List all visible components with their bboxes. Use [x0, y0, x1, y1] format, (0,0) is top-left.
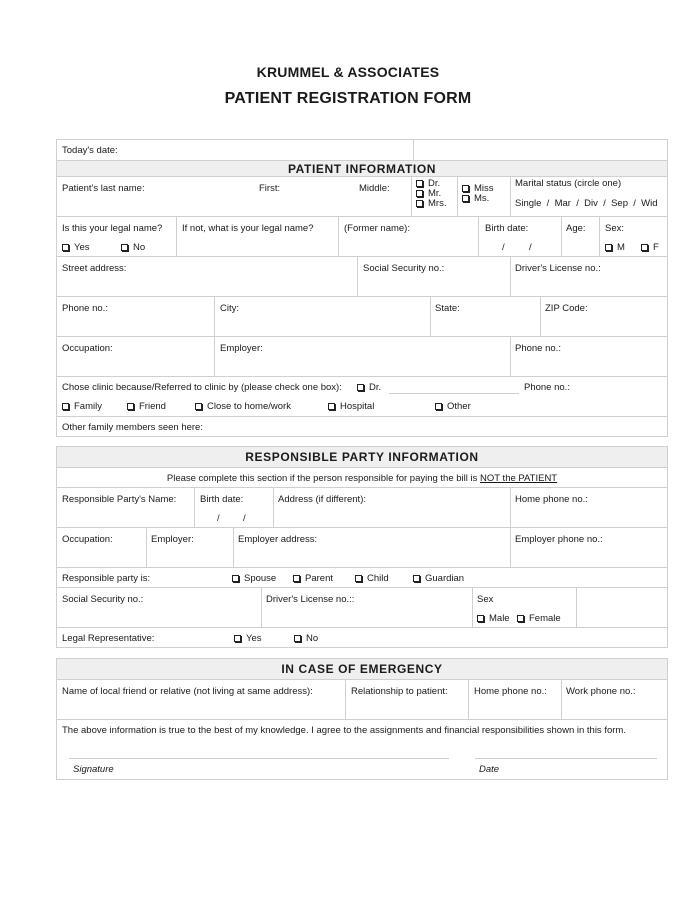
title-mr-checkbox[interactable] [416, 190, 423, 197]
legal-name-no-checkbox[interactable] [121, 244, 128, 251]
emergency-header [57, 659, 667, 679]
legal-rep-no-label: No [306, 633, 319, 644]
state-cell[interactable] [430, 297, 540, 336]
party-parent-checkbox[interactable] [293, 575, 300, 582]
emergency-home-phone-label: Home phone no.: [474, 686, 547, 697]
referral-close-checkbox[interactable] [195, 403, 202, 410]
responsible-party-title: RESPONSIBLE PARTY INFORMATION [245, 450, 479, 464]
title-mrs-option[interactable] [416, 198, 446, 209]
legal-rep-yes-checkbox[interactable] [234, 635, 241, 642]
marital-status-options[interactable]: Single / Mar / Div / Sep / Wid [515, 198, 658, 209]
responsible-employer-cell[interactable] [146, 528, 233, 567]
responsible-occupation-label: Occupation: [62, 534, 113, 545]
street-address-label: Street address: [62, 263, 127, 274]
referral-other-label: Other [447, 401, 471, 412]
title-mr-label: Mr. [428, 188, 442, 199]
legal-rep-yes-label: Yes [246, 633, 262, 644]
party-guardian-label: Guardian [425, 573, 465, 584]
legal-representative-label: Legal Representative: [62, 633, 155, 644]
todays-date-label: Today's date: [62, 145, 118, 156]
party-child-option[interactable] [355, 573, 389, 584]
responsible-dl-label: Driver's License no.:: [266, 594, 355, 605]
party-spouse-option[interactable] [232, 573, 276, 584]
sex-f-label: F [653, 242, 659, 253]
sex-label: Sex: [605, 223, 625, 234]
referral-hospital-option[interactable] [328, 401, 374, 412]
drivers-license-label: Driver's License no.: [515, 263, 601, 274]
date-label: Date [479, 764, 500, 775]
responsible-male-label: Male [489, 613, 510, 624]
legal-name-row [57, 216, 667, 256]
responsible-name-row [57, 487, 667, 527]
zip-cell[interactable] [540, 297, 667, 336]
emergency-title: IN CASE OF EMERGENCY [281, 662, 443, 676]
emergency-friend-cell[interactable] [57, 680, 345, 719]
emergency-relationship-label: Relationship to patient: [351, 686, 448, 697]
emergency-work-phone-label: Work phone no.: [566, 686, 636, 697]
party-parent-option[interactable] [293, 573, 333, 584]
employer-label: Employer: [220, 343, 263, 354]
legal-name-no-option[interactable] [121, 242, 145, 253]
referral-dr-label: Dr. [369, 382, 382, 393]
responsible-employer-phone-label: Employer phone no.: [515, 534, 603, 545]
sex-m-option[interactable] [605, 242, 625, 253]
legal-rep-yes-option[interactable] [234, 633, 262, 644]
family-members-label: Other family members seen here: [62, 422, 203, 433]
state-label: State: [435, 303, 460, 314]
responsible-sex-cell [472, 588, 576, 627]
family-members-row[interactable] [57, 416, 667, 436]
title-mrs-checkbox[interactable] [416, 200, 423, 207]
occupation-row [57, 336, 667, 376]
responsible-name-label: Responsible Party's Name: [62, 494, 177, 505]
emergency-friend-label: Name of local friend or relative (not living at same address): [62, 686, 313, 697]
todays-date-value-cell[interactable] [413, 140, 667, 160]
patient-information-header [57, 160, 667, 176]
legal-name-no-label: No [133, 242, 146, 253]
responsible-sex-label: Sex [477, 594, 494, 605]
title-ms-checkbox[interactable] [462, 195, 469, 202]
responsible-party-note-emphasis: NOT the PATIENT [480, 473, 558, 484]
first-name-label: First: [259, 183, 281, 194]
todays-date-row [57, 140, 667, 160]
title-ms-label: Ms. [474, 193, 490, 204]
zip-label: ZIP Code: [545, 303, 588, 314]
patient-information-title: PATIENT INFORMATION [287, 162, 437, 176]
responsible-party-header [57, 447, 667, 467]
responsible-employer-address-cell[interactable] [233, 528, 510, 567]
party-spouse-label: Spouse [244, 573, 277, 584]
referral-dr-checkbox[interactable] [357, 384, 364, 391]
legal-name-cell[interactable] [176, 217, 338, 256]
legal-name-question-cell [57, 217, 176, 256]
title-dr-checkbox[interactable] [416, 180, 423, 187]
city-cell[interactable] [214, 297, 430, 336]
birth-date-slash-2: / [529, 242, 532, 253]
referral-family-checkbox[interactable] [62, 403, 69, 410]
responsible-home-phone-label: Home phone no.: [515, 494, 588, 505]
emergency-contact-row [57, 679, 667, 719]
drivers-license-cell[interactable] [510, 257, 667, 296]
referral-family-option[interactable] [62, 401, 102, 412]
legal-name-yes-option[interactable] [62, 242, 90, 253]
date-line[interactable] [475, 758, 657, 759]
referral-hospital-checkbox[interactable] [328, 403, 335, 410]
responsible-female-label: Female [529, 613, 561, 624]
responsible-employer-label: Employer: [151, 534, 194, 545]
referral-other-checkbox[interactable] [435, 403, 442, 410]
sex-m-checkbox[interactable] [605, 244, 612, 251]
street-address-cell[interactable] [57, 257, 357, 296]
signature-line[interactable] [69, 758, 449, 759]
city-label: City: [220, 303, 239, 314]
party-parent-label: Parent [305, 573, 333, 584]
former-name-cell[interactable] [338, 217, 478, 256]
referral-question: Chose clinic because/Referred to clinic by (please check one box): [62, 382, 342, 393]
sex-f-checkbox[interactable] [641, 244, 648, 251]
emergency-work-phone-cell[interactable] [561, 680, 667, 719]
responsible-occupation-cell[interactable] [57, 528, 146, 567]
title-ms-option[interactable] [462, 193, 489, 204]
legal-name-question: Is this your legal name? [62, 223, 163, 234]
legal-rep-no-option[interactable] [294, 633, 318, 644]
title-mrs-label: Mrs. [428, 198, 447, 209]
patient-name-row [57, 176, 667, 216]
responsible-female-option[interactable] [517, 613, 561, 624]
address-row [57, 256, 667, 296]
title-miss-label: Miss [474, 183, 494, 194]
employer-phone-label: Phone no.: [515, 343, 561, 354]
responsible-female-checkbox[interactable] [517, 615, 524, 622]
agreement-statement: The above information is true to the best of my knowledge. I agree to the assignments and financial responsibilities shown in this form. [62, 725, 626, 736]
former-name-label: (Former name): [344, 223, 410, 234]
responsible-birth-date-cell[interactable] [194, 488, 273, 527]
responsible-ssn-label: Social Security no.: [62, 594, 144, 605]
legal-representative-row [57, 627, 667, 647]
firm-name: KRUMMEL & ASSOCIATES [256, 64, 440, 80]
responsible-male-option[interactable] [477, 613, 510, 624]
title-miss-checkbox[interactable] [462, 185, 469, 192]
signature-label: Signature [73, 764, 114, 775]
responsible-party-note-row [57, 467, 667, 487]
emergency-home-phone-cell[interactable] [468, 680, 561, 719]
responsible-blank-cell [576, 588, 667, 627]
referral-family-label: Family [74, 401, 102, 412]
contact-row [57, 296, 667, 336]
responsible-party-note [57, 473, 667, 484]
legal-name-yes-label: Yes [74, 242, 90, 253]
referral-hospital-label: Hospital [340, 401, 375, 412]
legal-name-label: If not, what is your legal name? [182, 223, 314, 234]
age-label: Age: [566, 223, 586, 234]
birth-date-cell[interactable] [478, 217, 561, 256]
title-cell-2 [457, 177, 510, 216]
birth-date-label: Birth date: [485, 223, 529, 234]
party-child-checkbox[interactable] [355, 575, 362, 582]
occupation-cell[interactable] [57, 337, 214, 376]
responsible-birth-date-label: Birth date: [200, 494, 244, 505]
responsible-party-section [56, 446, 668, 648]
responsible-id-row [57, 587, 667, 627]
emergency-section [56, 658, 668, 780]
referral-row [57, 376, 667, 416]
responsible-employer-phone-cell[interactable] [510, 528, 667, 567]
responsible-dl-cell[interactable] [261, 588, 472, 627]
responsible-employer-address-label: Employer address: [238, 534, 318, 545]
phone-cell[interactable] [57, 297, 214, 336]
referral-other-option[interactable] [435, 401, 471, 412]
employer-phone-cell[interactable] [510, 337, 667, 376]
responsible-birth-slash-1: / [217, 513, 220, 524]
legal-name-yes-checkbox[interactable] [62, 244, 69, 251]
responsible-employment-row [57, 527, 667, 567]
emergency-relationship-cell[interactable] [345, 680, 468, 719]
responsible-address-cell[interactable] [273, 488, 510, 527]
title-dr-label: Dr. [428, 178, 441, 189]
todays-date-cell[interactable] [57, 140, 413, 160]
responsible-address-label: Address (if different): [278, 494, 367, 505]
responsible-male-checkbox[interactable] [477, 615, 484, 622]
sex-m-label: M [617, 242, 625, 253]
age-cell[interactable] [561, 217, 599, 256]
ssn-cell[interactable] [357, 257, 510, 296]
birth-date-slash-1: / [502, 242, 505, 253]
legal-rep-no-checkbox[interactable] [294, 635, 301, 642]
signature-row [57, 719, 667, 779]
sex-f-option[interactable] [641, 242, 659, 253]
referral-friend-option[interactable] [127, 401, 166, 412]
responsible-home-phone-cell[interactable] [510, 488, 667, 527]
responsible-party-note-text: Please complete this section if the person responsible for paying the bill is [166, 473, 481, 484]
employer-cell[interactable] [214, 337, 510, 376]
referral-phone-label: Phone no.: [524, 382, 570, 393]
form-title: PATIENT REGISTRATION FORM [224, 90, 472, 107]
party-guardian-option[interactable] [413, 573, 464, 584]
responsible-party-is-row [57, 567, 667, 587]
occupation-label: Occupation: [62, 343, 113, 354]
phone-label: Phone no.: [62, 303, 108, 314]
marital-status-cell[interactable] [510, 177, 667, 216]
referral-dr-line[interactable] [389, 393, 519, 394]
responsible-birth-slash-2: / [243, 513, 246, 524]
party-spouse-checkbox[interactable] [232, 575, 239, 582]
title-cell-1 [411, 177, 457, 216]
responsible-name-cell[interactable] [57, 488, 194, 527]
ssn-label: Social Security no.: [363, 263, 445, 274]
referral-friend-checkbox[interactable] [127, 403, 134, 410]
patient-information-section [56, 139, 668, 437]
marital-status-label: Marital status (circle one) [515, 178, 622, 189]
party-guardian-checkbox[interactable] [413, 575, 420, 582]
referral-close-option[interactable] [195, 401, 291, 412]
sex-cell [599, 217, 667, 256]
patient-name-cell[interactable] [57, 177, 411, 216]
referral-friend-label: Friend [139, 401, 166, 412]
middle-name-label: Middle: [359, 183, 390, 194]
responsible-ssn-cell[interactable] [57, 588, 261, 627]
responsible-party-is-label: Responsible party is: [62, 573, 151, 584]
referral-dr-option[interactable] [357, 382, 381, 393]
party-child-label: Child [367, 573, 389, 584]
last-name-label: Patient's last name: [62, 183, 145, 194]
referral-close-label: Close to home/work [207, 401, 291, 412]
